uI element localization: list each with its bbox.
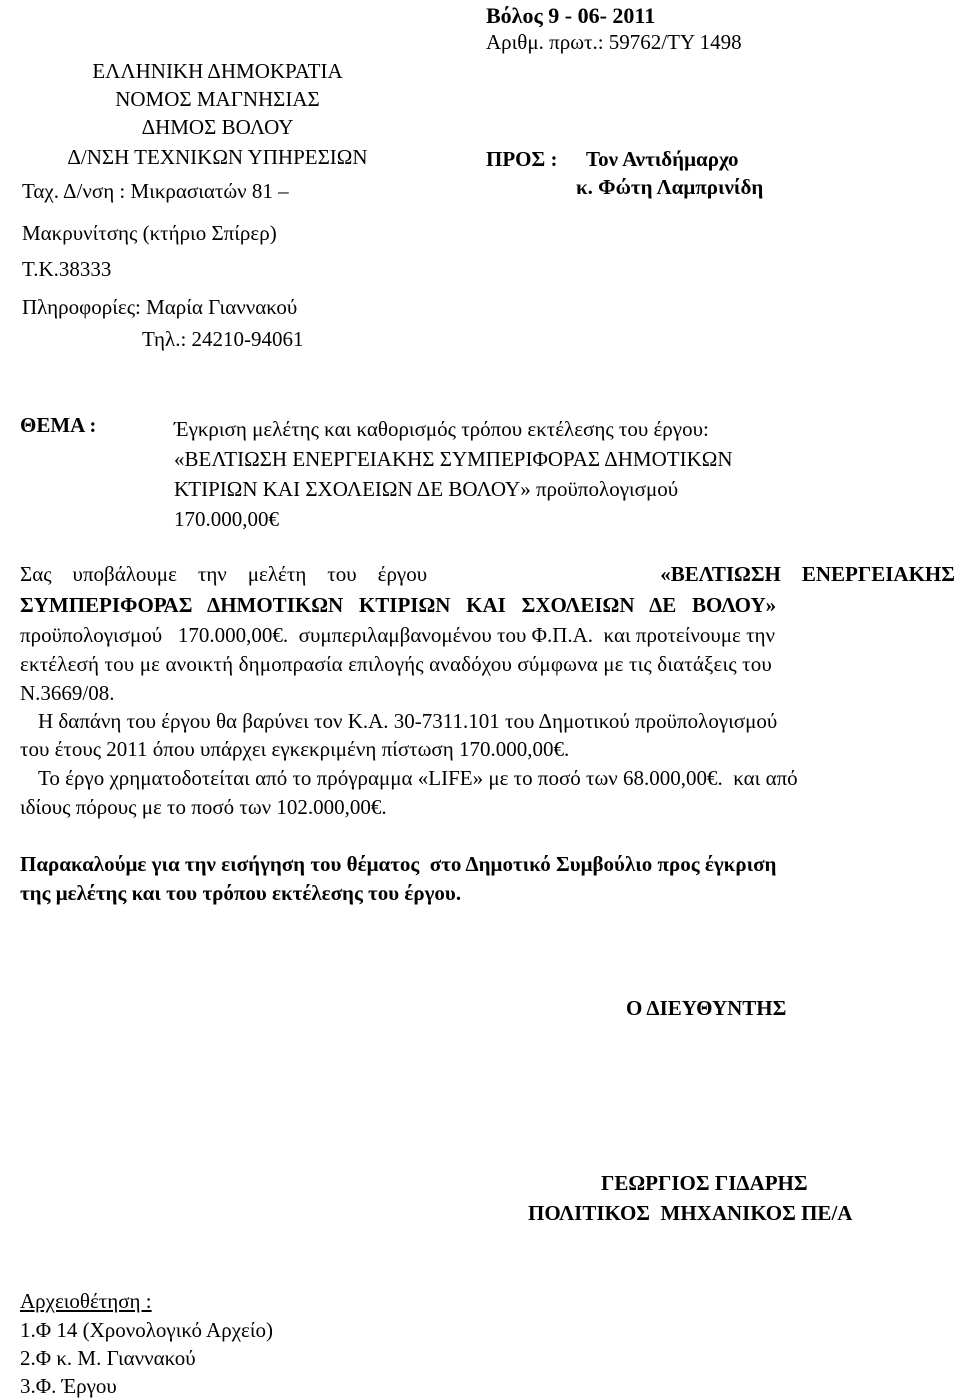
body-p1-line3: προϋπολογισμού 170.000,00€. συμπεριλαμβανομένου του Φ.Π.Α. και προτείνουμε την [20,623,775,647]
subject-line2: «ΒΕΛΤΙΩΣΗ ΕΝΕΡΓΕΙΑΚΗΣ ΣΥΜΠΕΡΙΦΟΡΑΣ ΔΗΜΟΤΙΚΩΝ [174,447,733,471]
recipient-line1: Τον Αντιδήμαρχο [586,147,739,171]
body-p2-line1: Η δαπάνη του έργου θα βαρύνει τον Κ.Α. 30-7311.101 του Δημοτικού προϋπολογισμού [38,709,778,733]
protocol-number: Αριθμ. πρωτ.: 59762/ΤΥ 1498 [486,30,742,54]
archive-item-1: 1.Φ 14 (Χρονολογικό Αρχείο) [20,1318,273,1342]
archive-item-2: 2.Φ κ. Μ. Γιαννακού [20,1346,196,1370]
body-p3-line2: ιδίους πόρους με το ποσό των 102.000,00€. [20,795,387,819]
subject-line3: ΚΤΙΡΙΩΝ ΚΑΙ ΣΧΟΛΕΙΩΝ ΔΕ ΒΟΛΟΥ» προϋπολογισμού [174,477,679,501]
header-municipality: ΔΗΜΟΣ ΒΟΛΟΥ [141,115,294,139]
subject-line1: Έγκριση μελέτης και καθορισμός τρόπου εκτέλεσης του έργου: [174,417,709,441]
recipient-line2: κ. Φώτη Λαμπρινίδη [576,175,764,199]
header-prefecture: ΝΟΜΟΣ ΜΑΓΝΗΣΙΑΣ [115,87,320,111]
header-address-line2: Μακρυνίτσης (κτήριο Σπίρερ) [22,221,277,245]
body-p2-line2: του έτους 2011 όπου υπάρχει εγκεκριμένη πίστωση 170.000,00€. [20,737,570,761]
request-line1: Παρακαλούμε για την εισήγηση του θέματος στο Δημοτικό Συμβούλιο προς έγκριση [20,852,777,876]
signature-role: Ο ΔΙΕΥΘΥΝΤΗΣ [626,996,787,1020]
subject-line4: 170.000,00€ [174,507,279,531]
signature-title: ΠΟΛΙΤΙΚΟΣ ΜΗΧΑΝΙΚΟΣ ΠΕ/Α [528,1201,853,1225]
body-p1-line1 [20,563,955,586]
body-p1-line2: ΣΥΜΠΕΡΙΦΟΡΑΣ ΔΗΜΟΤΙΚΩΝ ΚΤΙΡΙΩΝ ΚΑΙ ΣΧΟΛΕΙΩΝ ΔΕ ΒΟΛΟΥ» [20,593,777,617]
archive-item-3: 3.Φ. Έργου [20,1374,117,1398]
request-line2: της μελέτης και του τρόπου εκτέλεσης του έργου. [20,881,462,905]
header-phone: Τηλ.: 24210-94061 [142,327,304,351]
body-p3-line1: Το έργο χρηματοδοτείται από το πρόγραμμα «LIFE» με το ποσό των 68.000,00€. και από [38,766,798,790]
header-postal-code: Τ.Κ.38333 [22,257,112,281]
recipient-label: ΠΡΟΣ : [486,147,558,171]
header-department: Δ/ΝΣΗ ΤΕΧΝΙΚΩΝ ΥΠΗΡΕΣΙΩΝ [67,145,368,169]
header-address-line1: Ταχ. Δ/νση : Μικρασιατών 81 – [22,179,289,203]
header-info: Πληροφορίες: Μαρία Γιαννακού [22,295,298,319]
subject-label: ΘΕΜΑ : [20,413,97,437]
body-p1-line5: Ν.3669/08. [20,681,115,705]
body-p1-line4: εκτέλεσή του με ανοικτή δημοπρασία επιλογής αναδόχου σύμφωνα με τις διατάξεις του [20,652,772,676]
body-p1-project-name: «ΒΕΛΤΙΩΣΗ ΕΝΕΡΓΕΙΑΚΗΣ [660,562,955,586]
signature-name: ΓΕΩΡΓΙΟΣ ΓΙΔΑΡΗΣ [601,1171,808,1195]
place-date: Βόλος 9 - 06- 2011 [486,3,656,28]
header-country: ΕΛΛΗΝΙΚΗ ΔΗΜΟΚΡΑΤΙΑ [92,59,343,83]
archive-label: Αρχειοθέτηση : [20,1289,152,1313]
body-p1-line1-text: Σας υποβάλουμε την μελέτη του έργου [20,562,428,586]
